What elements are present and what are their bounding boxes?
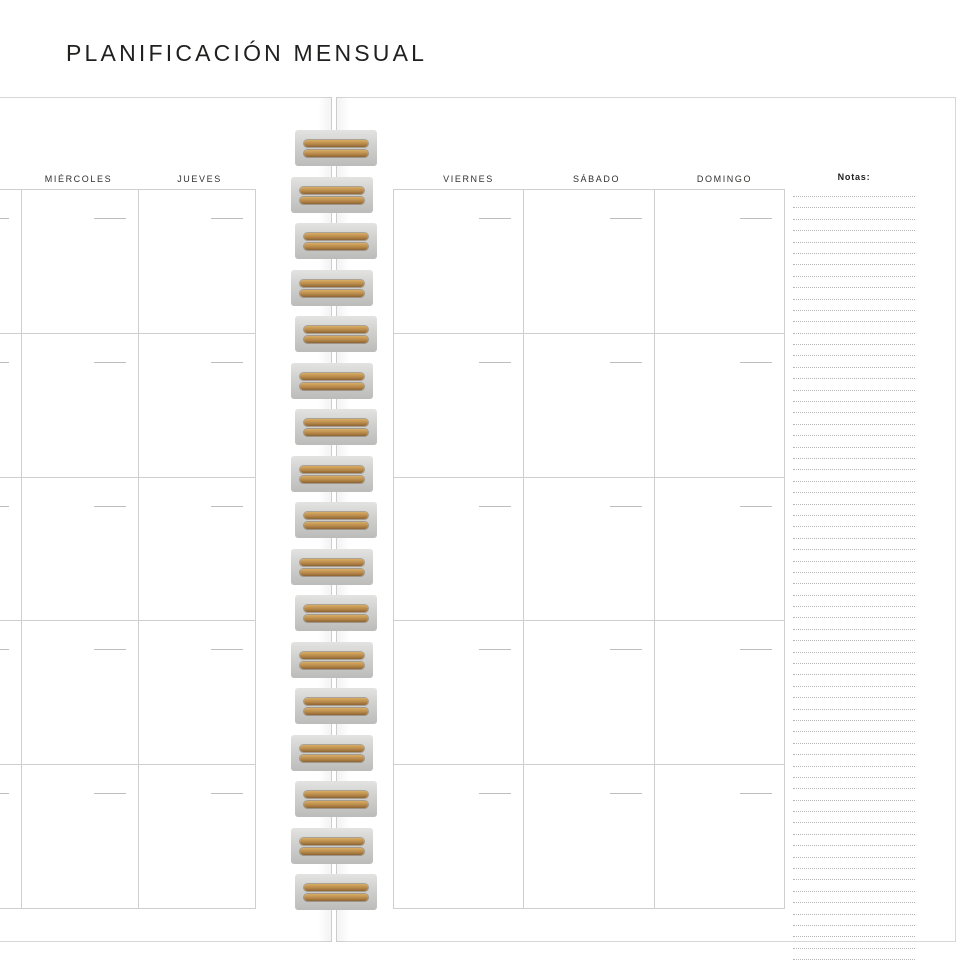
date-write-line [211, 506, 243, 507]
spiral-wire-bottom [300, 755, 364, 762]
day-header-domingo: DOMINGO [696, 174, 753, 184]
date-write-line [479, 793, 511, 794]
spiral-wire-bottom [300, 569, 364, 576]
date-write-line [610, 506, 642, 507]
notes-line[interactable] [793, 207, 915, 208]
notes-label: Notas: [837, 172, 871, 182]
notes-line[interactable] [793, 538, 915, 539]
date-write-line [94, 793, 126, 794]
notes-line[interactable] [793, 857, 915, 858]
date-write-line [0, 218, 9, 219]
notes-line[interactable] [793, 412, 915, 413]
notes-line[interactable] [793, 435, 915, 436]
notes-line[interactable] [793, 879, 915, 880]
notes-line[interactable] [793, 572, 915, 573]
spiral-ring-plate [291, 735, 373, 771]
spiral-wire-bottom [300, 197, 364, 204]
notes-line[interactable] [793, 561, 915, 562]
calendar-day-cell[interactable] [524, 621, 654, 765]
notes-line[interactable] [793, 196, 915, 197]
date-write-line [211, 793, 243, 794]
notes-line[interactable] [793, 686, 915, 687]
notes-line[interactable] [793, 800, 915, 801]
notes-line[interactable] [793, 595, 915, 596]
notes-line[interactable] [793, 481, 915, 482]
calendar-day-cell[interactable] [655, 621, 785, 765]
calendar-day-cell[interactable] [394, 190, 524, 334]
calendar-day-cell[interactable] [0, 190, 22, 334]
calendar-day-cell[interactable] [0, 478, 22, 622]
date-write-line [94, 362, 126, 363]
spiral-wire-bottom [300, 848, 364, 855]
spiral-wire-top [300, 745, 364, 752]
date-write-line [211, 362, 243, 363]
spiral-ring [295, 130, 377, 166]
date-write-line [740, 506, 772, 507]
notes-line[interactable] [793, 299, 915, 300]
notes-line[interactable] [793, 868, 915, 869]
notes-line[interactable] [793, 788, 915, 789]
notes-line[interactable] [793, 583, 915, 584]
spiral-ring-plate [291, 177, 373, 213]
spiral-ring [295, 502, 377, 538]
notes-line[interactable] [793, 333, 915, 334]
date-write-line [610, 649, 642, 650]
spiral-wire-bottom [304, 429, 368, 436]
spiral-wire-top [304, 791, 368, 798]
calendar-day-cell[interactable] [22, 478, 139, 622]
date-write-line [479, 649, 511, 650]
notes-line[interactable] [793, 526, 915, 527]
calendar-day-cell[interactable] [22, 190, 139, 334]
day-header-viernes: VIERNES [443, 174, 494, 184]
notes-line[interactable] [793, 652, 915, 653]
notes-line[interactable] [793, 287, 915, 288]
spiral-wire-top [300, 838, 364, 845]
calendar-day-cell[interactable] [655, 765, 785, 909]
spiral-ring-plate [291, 549, 373, 585]
spiral-binding [291, 130, 375, 910]
spiral-wire-bottom [300, 476, 364, 483]
spiral-ring [295, 874, 377, 910]
spiral-wire-top [304, 233, 368, 240]
spiral-ring-plate [295, 781, 377, 817]
notes-line[interactable] [793, 378, 915, 379]
calendar-day-cell[interactable] [394, 621, 524, 765]
spiral-ring [295, 409, 377, 445]
spiral-ring [295, 223, 377, 259]
spiral-ring [295, 595, 377, 631]
spiral-ring-plate [295, 502, 377, 538]
date-write-line [94, 506, 126, 507]
notes-line[interactable] [793, 914, 915, 915]
notes-line[interactable] [793, 754, 915, 755]
notes-line[interactable] [793, 401, 915, 402]
notes-line[interactable] [793, 264, 915, 265]
spiral-ring [295, 688, 377, 724]
spiral-ring [291, 177, 373, 213]
spiral-wire-bottom [304, 336, 368, 343]
date-write-line [740, 218, 772, 219]
calendar-day-cell[interactable] [655, 478, 785, 622]
spiral-wire-bottom [304, 615, 368, 622]
spiral-wire-bottom [300, 662, 364, 669]
notes-line[interactable] [793, 424, 915, 425]
spiral-wire-bottom [304, 150, 368, 157]
spiral-wire-bottom [300, 383, 364, 390]
notes-line[interactable] [793, 355, 915, 356]
notes-line[interactable] [793, 720, 915, 721]
calendar-day-cell[interactable] [655, 334, 785, 478]
calendar-day-cell[interactable] [655, 190, 785, 334]
date-write-line [740, 649, 772, 650]
spiral-ring [295, 316, 377, 352]
spiral-wire-bottom [304, 708, 368, 715]
notes-line[interactable] [793, 447, 915, 448]
calendar-day-cell[interactable] [394, 478, 524, 622]
notes-line[interactable] [793, 458, 915, 459]
notes-line[interactable] [793, 367, 915, 368]
notes-line[interactable] [793, 674, 915, 675]
spiral-wire-top [304, 419, 368, 426]
spiral-wire-bottom [300, 290, 364, 297]
calendar-day-cell[interactable] [139, 621, 256, 765]
notes-lines[interactable] [793, 196, 915, 960]
notes-line[interactable] [793, 321, 915, 322]
spiral-ring [291, 270, 373, 306]
notes-line[interactable] [793, 549, 915, 550]
notes-line[interactable] [793, 925, 915, 926]
notes-line[interactable] [793, 629, 915, 630]
notes-line[interactable] [793, 902, 915, 903]
notes-line[interactable] [793, 515, 915, 516]
spiral-ring-plate [291, 363, 373, 399]
day-header-jueves: JUEVES [177, 174, 222, 184]
date-write-line [0, 649, 9, 650]
notes-line[interactable] [793, 777, 915, 778]
spiral-ring-plate [295, 688, 377, 724]
notes-line[interactable] [793, 697, 915, 698]
calendar-day-cell[interactable] [524, 190, 654, 334]
calendar-day-cell[interactable] [139, 478, 256, 622]
notes-line[interactable] [793, 948, 915, 949]
spiral-wire-top [304, 698, 368, 705]
notes-line[interactable] [793, 891, 915, 892]
calendar-day-cell[interactable] [0, 765, 22, 909]
notes-line[interactable] [793, 845, 915, 846]
right-calendar-grid [393, 189, 785, 909]
spiral-wire-top [300, 373, 364, 380]
notes-line[interactable] [793, 959, 915, 960]
spiral-wire-top [300, 280, 364, 287]
calendar-day-cell[interactable] [524, 334, 654, 478]
spiral-ring-plate [295, 316, 377, 352]
spiral-ring-plate [295, 874, 377, 910]
calendar-day-cell[interactable] [22, 765, 139, 909]
calendar-day-cell[interactable] [139, 765, 256, 909]
spiral-ring-plate [295, 223, 377, 259]
spiral-wire-top [304, 326, 368, 333]
date-write-line [94, 649, 126, 650]
date-write-line [740, 793, 772, 794]
spiral-ring-plate [291, 642, 373, 678]
spiral-ring [291, 456, 373, 492]
notes-line[interactable] [793, 242, 915, 243]
spiral-wire-bottom [304, 894, 368, 901]
calendar-day-cell[interactable] [394, 334, 524, 478]
calendar-day-cell[interactable] [394, 765, 524, 909]
spiral-wire-top [304, 512, 368, 519]
notes-line[interactable] [793, 766, 915, 767]
notes-line[interactable] [793, 504, 915, 505]
notes-line[interactable] [793, 936, 915, 937]
date-write-line [479, 362, 511, 363]
date-write-line [479, 506, 511, 507]
notes-line[interactable] [793, 640, 915, 641]
calendar-day-cell[interactable] [139, 334, 256, 478]
spiral-ring [291, 642, 373, 678]
notes-line[interactable] [793, 709, 915, 710]
notes-line[interactable] [793, 253, 915, 254]
date-write-line [610, 793, 642, 794]
date-write-line [610, 218, 642, 219]
spiral-ring [291, 549, 373, 585]
spiral-ring [291, 828, 373, 864]
date-write-line [0, 793, 9, 794]
notes-line[interactable] [793, 731, 915, 732]
date-write-line [211, 649, 243, 650]
notes-line[interactable] [793, 310, 915, 311]
spiral-ring [295, 781, 377, 817]
spiral-ring-plate [291, 270, 373, 306]
date-write-line [94, 218, 126, 219]
notes-line[interactable] [793, 230, 915, 231]
spiral-ring-plate [295, 409, 377, 445]
spiral-wire-top [300, 466, 364, 473]
calendar-day-cell[interactable] [524, 478, 654, 622]
notes-line[interactable] [793, 617, 915, 618]
notes-line[interactable] [793, 276, 915, 277]
spiral-wire-top [304, 140, 368, 147]
spiral-wire-bottom [304, 243, 368, 250]
notes-line[interactable] [793, 390, 915, 391]
calendar-day-cell[interactable] [0, 621, 22, 765]
spiral-wire-bottom [304, 522, 368, 529]
date-write-line [0, 362, 9, 363]
spiral-ring [291, 735, 373, 771]
page-title: PLANIFICACIÓN MENSUAL [66, 40, 428, 66]
spiral-ring-plate [295, 595, 377, 631]
date-write-line [211, 218, 243, 219]
notes-line[interactable] [793, 663, 915, 664]
day-header-sabado: SÁBADO [572, 174, 621, 184]
spiral-ring-plate [295, 130, 377, 166]
spiral-wire-top [300, 559, 364, 566]
spiral-ring-plate [291, 828, 373, 864]
notes-line[interactable] [793, 219, 915, 220]
spiral-wire-top [300, 652, 364, 659]
spiral-wire-top [300, 187, 364, 194]
notes-line[interactable] [793, 834, 915, 835]
date-write-line [479, 218, 511, 219]
spiral-wire-bottom [304, 801, 368, 808]
calendar-day-cell[interactable] [139, 190, 256, 334]
spiral-ring-plate [291, 456, 373, 492]
notes-line[interactable] [793, 743, 915, 744]
calendar-day-cell[interactable] [22, 621, 139, 765]
notes-line[interactable] [793, 822, 915, 823]
calendar-day-cell[interactable] [524, 765, 654, 909]
left-calendar-grid [0, 189, 256, 909]
notes-line[interactable] [793, 344, 915, 345]
spiral-ring [291, 363, 373, 399]
notes-line[interactable] [793, 811, 915, 812]
notes-section [793, 172, 915, 960]
calendar-day-cell[interactable] [0, 334, 22, 478]
notes-line[interactable] [793, 606, 915, 607]
notes-line[interactable] [793, 469, 915, 470]
notes-line[interactable] [793, 492, 915, 493]
day-header-miercoles: MIÉRCOLES [44, 174, 113, 184]
spiral-wire-top [304, 884, 368, 891]
date-write-line [610, 362, 642, 363]
date-write-line [740, 362, 772, 363]
date-write-line [0, 506, 9, 507]
calendar-day-cell[interactable] [22, 334, 139, 478]
spiral-wire-top [304, 605, 368, 612]
